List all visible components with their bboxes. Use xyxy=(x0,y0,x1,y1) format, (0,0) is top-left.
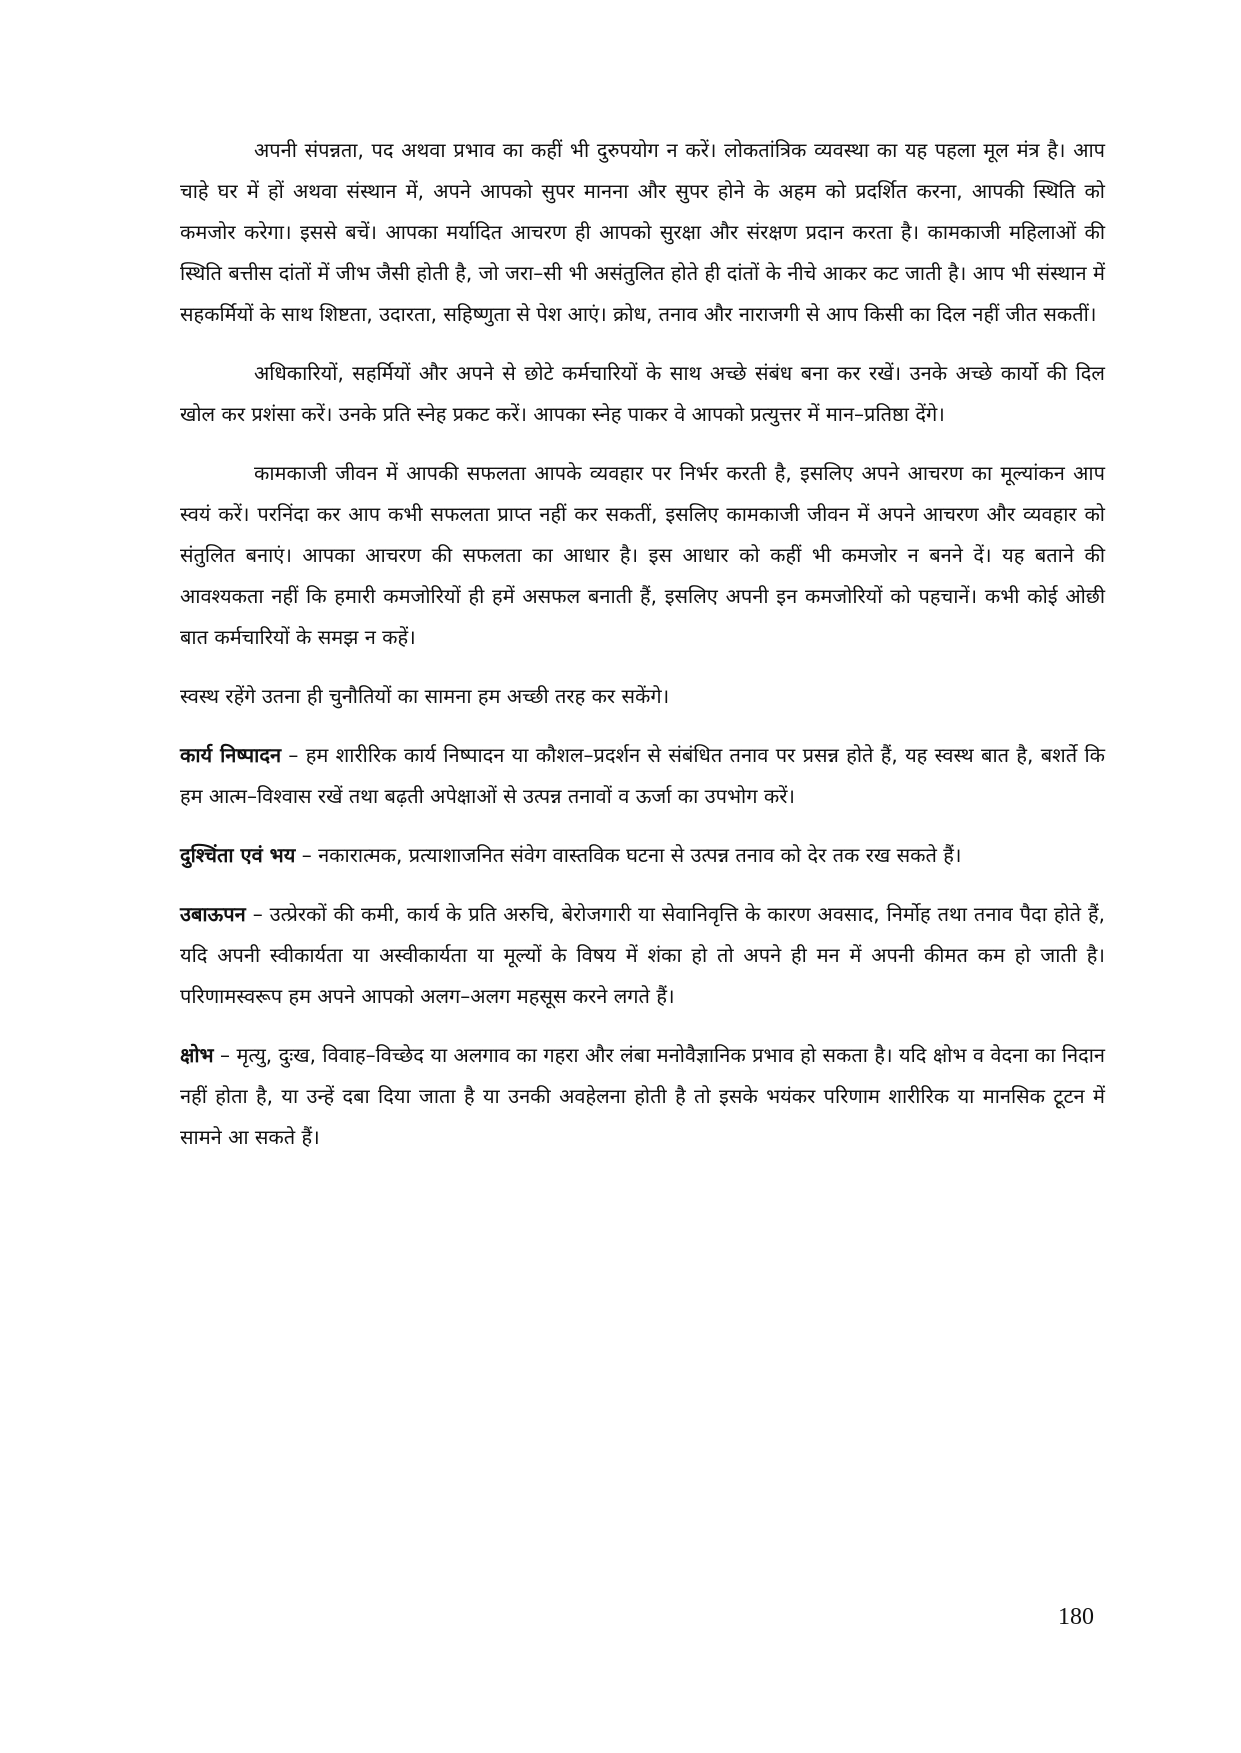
paragraph-conduct: अपनी संपन्नता, पद अथवा प्रभाव का कहीं भी दुरुपयोग न करें। लोकतांत्रिक व्यवस्था का यह पहला मूल मंत्र है। आप चाहे घर में हों अथवा संस्थान में, अपने आपको सुपर मानना और सुपर होने के अहम को प्रदर्शित करना, आपकी स्थिति को कमजोर करेगा। इससे बचें। आपका मर्यादित आचरण ही आपको सुरक्षा और संरक्षण प्रदान करता है। कामकाजी महिलाओं की स्थिति बत्तीस दांतों में जीभ जैसी होती है, जो जरा–सी भी असंतुलित होते ही दांतों के नीचे आकर कट जाती है। आप भी संस्थान में सहकर्मियों के साथ शिष्टता, उदारता, सहिष्णुता से पेश आएं। क्रोध, तनाव और नाराजगी से आप किसी का दिल नहीं जीत सकतीं। xyxy=(180,138,1105,326)
paragraph-anxiety xyxy=(180,835,1105,876)
term-heading: कार्य निष्पादन xyxy=(180,743,282,767)
term-heading: क्षोभ xyxy=(180,1043,214,1067)
paragraph-success: कामकाजी जीवन में आपकी सफलता आपके व्यवहार पर निर्भर करती है, इसलिए अपने आचरण का मूल्यांकन आप स्वयं करें। परनिंदा कर आप कभी सफलता प्राप्त नहीं कर सकतीं, इसलिए कामकाजी जीवन में अपने आचरण और व्यवहार को संतुलित बनाएं। आपका आचरण की सफलता का आधार है। इस आधार को कहीं भी कमजोर न बनने दें। यह बताने की आवश्यकता नहीं कि हमारी कमजोरियों ही हमें असफल बनाती हैं, इसलिए अपनी इन कमजोरियों को पहचानें। कभी कोई ओछी बात कर्मचारियों के समझ न कहें। xyxy=(180,461,1105,649)
paragraph-colleagues: अधिकारियों, सहर्मियों और अपने से छोटे कर्मचारियों के साथ अच्छे संबंध बना कर रखें। उनके अच्छे कार्यो की दिल खोल कर प्रशंसा करें। उनके प्रति स्नेह प्रकट करें। आपका स्नेह पाकर वे आपको प्रत्युत्तर में मान–प्रतिष्ठा देंगे। xyxy=(180,361,1105,426)
page-body xyxy=(180,130,1105,1176)
paragraph-health: स्वस्थ रहेंगे उतना ही चुनौतियों का सामना हम अच्छी तरह कर सकेंगे। xyxy=(180,684,670,708)
term-heading: उबाऊपन xyxy=(180,902,246,926)
paragraph-grief xyxy=(180,1035,1105,1158)
term-description: – मृत्यु, दुःख, विवाह–विच्छेद या अलगाव का गहरा और लंबा मनोवैज्ञानिक प्रभाव हो सकता है। यदि क्षोभ व वेदना का निदान नहीं होता है, या उन्हें दबा दिया जाता है या उनकी अवहेलना होती है तो इसके भयंकर परिणाम शारीरिक या मानसिक टूटन में सामने आ सकते हैं। xyxy=(180,1043,1105,1149)
page-number: 180 xyxy=(1058,1604,1094,1630)
paragraph-boredom xyxy=(180,894,1105,1017)
term-description: – हम शारीरिक कार्य निष्पादन या कौशल–प्रदर्शन से संबंधित तनाव पर प्रसन्न होते हैं, यह स्वस्थ बात है, बशर्ते कि हम आत्म–विश्वास रखें तथा बढ़ती अपेक्षाओं से उत्पन्न तनावों व ऊर्जा का उपभोग करें। xyxy=(180,743,1105,808)
term-description: – नकारात्मक, प्रत्याशाजनित संवेग वास्तविक घटना से उत्पन्न तनाव को देर तक रख सकते हैं। xyxy=(295,843,962,867)
paragraph-performance xyxy=(180,735,1105,817)
term-description: – उत्प्रेरकों की कमी, कार्य के प्रति अरुचि, बेरोजगारी या सेवानिवृत्ति के कारण अवसाद, निर्मोह तथा तनाव पैदा होते हैं, यदि अपनी स्वीकार्यता या अस्वीकार्यता या मूल्यों के विषय में शंका हो तो अपने ही मन में अपनी कीमत कम हो जाती है। परिणामस्वरूप हम अपने आपको अलग–अलग महसूस करने लगते हैं। xyxy=(180,902,1105,1008)
term-heading: दुश्चिंता एवं भय xyxy=(180,843,296,867)
